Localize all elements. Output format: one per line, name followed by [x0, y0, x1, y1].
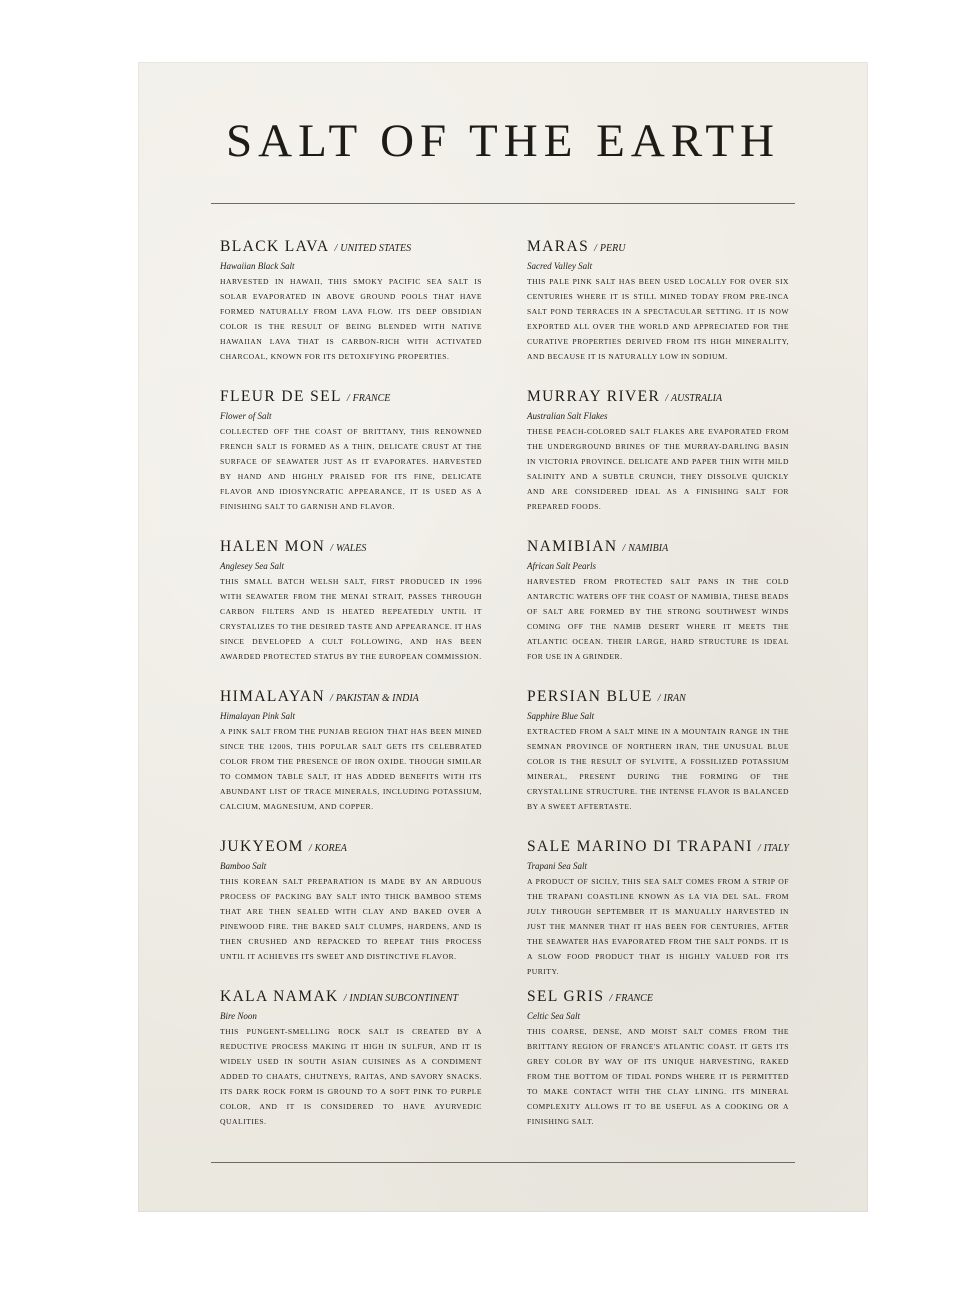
salt-name: SEL GRIS [527, 988, 605, 1005]
salt-heading [527, 387, 789, 408]
salt-heading [527, 237, 789, 258]
salt-subtitle: Sapphire Blue Salt [527, 711, 595, 721]
separator: / [346, 393, 350, 404]
salt-region: ITALY [763, 843, 789, 854]
salt-region: INDIAN SUBCONTINENT [349, 993, 459, 1004]
salt-entry [220, 387, 482, 537]
separator: / [609, 993, 613, 1004]
salt-name: SALE MARINO DI TRAPANI [527, 838, 753, 855]
salt-name: PERSIAN BLUE [527, 688, 653, 705]
salt-region: WALES [335, 543, 367, 554]
salt-entry [527, 537, 789, 687]
salt-subtitle: Celtic Sea Salt [527, 1011, 580, 1021]
salt-name: HIMALAYAN [220, 688, 326, 705]
salt-region: UNITED STATES [340, 243, 412, 254]
tea-towel-poster [138, 62, 868, 1212]
salt-entry [527, 837, 789, 987]
separator: / [343, 993, 347, 1004]
salt-subtitle: Australian Salt Flakes [527, 411, 608, 421]
salt-region: AUSTRALIA [671, 393, 723, 404]
salt-region: FRANCE [615, 993, 653, 1004]
left-column [220, 237, 482, 1137]
separator: / [657, 693, 661, 704]
salt-description: THIS PALE PINK SALT HAS BEEN USED LOCALLY FOR OVER SIX CENTURIES WHERE IT IS STILL MINED TODAY FROM PRE-INCA SALT POND TERRACES IN A SPECTACULAR SETTING. IT IS NOW EXPORTED ALL OVER THE WORLD AND APPRECIATED FOR THE CURATIVE PROPERTIES DERIVED FROM ITS HIGH MINERALITY, AND BECAUSE IT IS NATURALLY LOW IN SODIUM. [527, 277, 789, 361]
salt-heading [527, 687, 789, 708]
salt-name: FLEUR DE SEL [220, 388, 342, 405]
separator: / [622, 543, 626, 554]
salt-subtitle: African Salt Pearls [527, 561, 596, 571]
salt-description: HARVESTED IN HAWAII, THIS SMOKY PACIFIC SEA SALT IS SOLAR EVAPORATED IN ABOVE GROUND POOLS THAT HAVE FORMED NATURALLY FROM LAVA FLOW. ITS DEEP OBSIDIAN COLOR IS THE RESULT OF BEING BLENDED WITH NATIVE HAWAIIAN LAVA THAT IS CARBON-RICH WITH ACTIVATED CHARCOAL, KNOWN FOR ITS DETOXIFYING PROPERTIES. [220, 277, 482, 361]
salt-name: MURRAY RIVER [527, 388, 661, 405]
salt-name: MARAS [527, 238, 590, 255]
salt-name: HALEN MON [220, 538, 326, 555]
salt-heading [527, 987, 789, 1008]
salt-subtitle: Flower of Salt [220, 411, 272, 421]
salt-description: A PRODUCT OF SICILY, THIS SEA SALT COMES FROM A STRIP OF THE TRAPANI COASTLINE KNOWN AS LA VIA DEL SAL. FROM JULY THROUGH SEPTEMBER IT IS MANUALLY HARVESTED IN JUST THE MANNER THAT IT HAS BEEN FOR CENTURIES, AFTER THE SEAWATER HAS EVAPORATED FROM THE SALT PONDS. IT IS A SLOW FOOD PRODUCT THAT IS HIGHLY VALUED FOR ITS PURITY. [527, 877, 789, 976]
salt-subtitle: Bamboo Salt [220, 861, 267, 871]
separator: / [665, 393, 668, 404]
salt-entry [220, 687, 482, 837]
separator: / [594, 243, 597, 254]
salt-region: NAMIBIA [628, 543, 669, 554]
right-column [527, 237, 789, 1137]
salt-description: COLLECTED OFF THE COAST OF BRITTANY, THIS RENOWNED FRENCH SALT IS FORMED AS A THIN, DELICATE CRUST AT THE SURFACE OF SEAWATER JUST AS IT EVAPORATES. HARVESTED BY HAND AND HIGHLY PRAISED FOR ITS FINE, DELICATE FLAVOR AND IDIOSYNCRATIC APPEARANCE, IT IS USED AS A FINISHING SALT TO GARNISH AND FLAVOR. [220, 427, 482, 511]
page-title: SALT OF THE EARTH [225, 115, 780, 167]
salt-region: FRANCE [352, 393, 391, 404]
separator: / [308, 843, 312, 854]
salt-name: KALA NAMAK [220, 988, 339, 1005]
separator: / [757, 843, 761, 854]
salt-heading [220, 987, 482, 1008]
bottom-divider [211, 1162, 795, 1163]
salt-heading [220, 237, 482, 258]
salt-heading [220, 537, 482, 558]
salt-description: THIS KOREAN SALT PREPARATION IS MADE BY AN ARDUOUS PROCESS OF PACKING BAY SALT INTO THICK BAMBOO STEMS THAT ARE THEN SEALED WITH CLAY AND BAKED OVER A PINEWOOD FIRE. THE BAKED SALT CLUMPS, HARDENS, AND IS THEN CRUSHED AND REPACKED TO REPEAT THIS PROCESS UNTIL IT ACHIEVES ITS SWEET AND DISTINCTIVE FLAVOR. [220, 877, 482, 961]
salt-description: THIS SMALL BATCH WELSH SALT, FIRST PRODUCED IN 1996 WITH SEAWATER FROM THE MENAI STRAIT, PASSES THROUGH CARBON FILTERS AND IS HEATED REPEATEDLY UNTIL IT CRYSTALIZES TO THE DESIRED TASTE AND APPEARANCE. IT HAS SINCE DEVELOPED A CULT FOLLOWING, AND HAS BEEN AWARDED PROTECTED STATUS BY THE EUROPEAN COMMISSION. [220, 577, 482, 661]
salt-subtitle: Himalayan Pink Salt [220, 711, 295, 721]
separator: / [334, 243, 338, 254]
salt-entry [220, 837, 482, 987]
salt-heading [527, 537, 789, 558]
salt-subtitle: Bire Noon [220, 1011, 257, 1021]
salt-description: HARVESTED FROM PROTECTED SALT PANS IN THE COLD ANTARCTIC WATERS OFF THE COAST OF NAMIBIA, THESE BEADS OF SALT ARE FORMED BY THE STRONG SOUTHWEST WINDS COMING OFF THE NAMIB DESERT WHERE IT MEETS THE ATLANTIC OCEAN. THEIR LARGE, HARD STRUCTURE IS IDEAL FOR USE IN A GRINDER. [527, 577, 789, 661]
salt-region: KOREA [314, 843, 347, 854]
salt-region: PAKISTAN & INDIA [335, 693, 419, 704]
separator: / [330, 693, 333, 704]
top-divider [211, 203, 795, 204]
salt-entry [527, 237, 789, 387]
salt-region: PERU [599, 243, 626, 254]
salt-description: EXTRACTED FROM A SALT MINE IN A MOUNTAIN RANGE IN THE SEMNAN PROVINCE OF NORTHERN IRAN, THE UNUSUAL BLUE COLOR IS THE RESULT OF SYLVITE, A FOSSILIZED POTASSIUM MINERAL, PRESENT DURING THE FORMING OF THE CRYSTALLINE STRUCTURE. THE INTENSE FLAVOR IS BALANCED BY A SWEET AFTERTASTE. [527, 727, 789, 811]
separator: / [330, 543, 333, 554]
salt-region: IRAN [663, 693, 686, 704]
salt-name: BLACK LAVA [220, 238, 330, 255]
salt-subtitle: Anglesey Sea Salt [220, 561, 284, 571]
salt-description: THESE PEACH-COLORED SALT FLAKES ARE EVAPORATED FROM THE UNDERGROUND BRINES OF THE MURRAY-DARLING BASIN IN VICTORIA PROVINCE. DELICATE AND PAPER THIN WITH MILD SALINITY AND A SUBTLE CRUNCH, THEY DISSOLVE QUICKLY AND ARE CONSIDERED IDEAL AS A FINISHING SALT FOR PREPARED FOODS. [527, 427, 789, 511]
salt-heading [220, 687, 482, 708]
salt-entry [527, 387, 789, 537]
salt-heading [220, 387, 482, 408]
salt-description: THIS PUNGENT-SMELLING ROCK SALT IS CREATED BY A REDUCTIVE PROCESS MAKING IT HIGH IN SULFUR, AND IT IS WIDELY USED IN SOUTH ASIAN CUISINES AS A CONDIMENT ADDED TO CHAATS, CHUTNEYS, RAITAS, AND SAVORY SNACKS. ITS DARK ROCK FORM IS GROUND TO A SOFT PINK TO PURPLE COLOR, AND IT IS CONSIDERED TO HAVE AYURVEDIC QUALITIES. [220, 1027, 482, 1126]
salt-heading [527, 837, 789, 858]
salt-subtitle: Sacred Valley Salt [527, 261, 593, 271]
salt-description: THIS COARSE, DENSE, AND MOIST SALT COMES FROM THE BRITTANY REGION OF FRANCE'S ATLANTIC COAST. IT GETS ITS GREY COLOR BY WAY OF ITS UNIQUE HARVESTING, RAKED FROM THE BOTTOM OF TIDAL PONDS WHERE IT IS PERMITTED TO MAKE CONTACT WITH THE CLAY LINING. ITS MINERAL COMPLEXITY ALLOWS IT TO BE USEFUL AS A COOKING OR A FINISHING SALT. [527, 1027, 789, 1126]
salt-name: NAMIBIAN [527, 538, 618, 555]
salt-subtitle: Trapani Sea Salt [527, 861, 588, 871]
salt-name: JUKYEOM [220, 838, 304, 855]
salt-entry [220, 537, 482, 687]
salt-entry [220, 987, 482, 1137]
salt-entry [527, 687, 789, 837]
salt-description: A PINK SALT FROM THE PUNJAB REGION THAT HAS BEEN MINED SINCE THE 1200S, THIS POPULAR SALT GETS ITS CELEBRATED COLOR FROM THE PRESENCE OF IRON OXIDE. THOUGH SIMILAR TO COMMON TABLE SALT, IT HAS ADDED BENEFITS WITH ITS ABUNDANT LIST OF TRACE MINERALS, INCLUDING POTASSIUM, CALCIUM, MAGNESIUM, AND COPPER. [220, 727, 482, 811]
salt-entry [527, 987, 789, 1137]
salt-heading [220, 837, 482, 858]
salt-entry [220, 237, 482, 387]
salt-subtitle: Hawaiian Black Salt [220, 261, 295, 271]
